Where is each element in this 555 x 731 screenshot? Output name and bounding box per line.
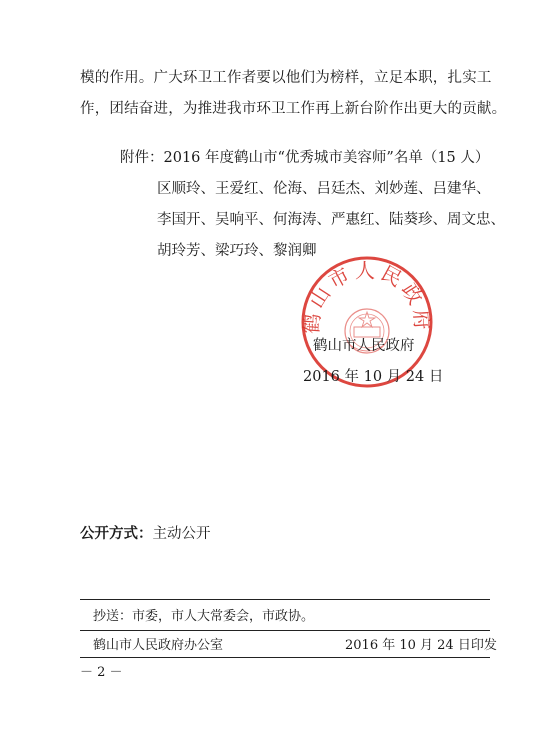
attachment-title: 附件：2016 年度鹤山市“优秀城市美容师”名单（15 人）	[120, 150, 490, 166]
divider-top	[80, 599, 490, 600]
cc-line: 抄送：市委，市人大常委会，市政协。	[93, 609, 315, 624]
attachment-names-line: 李国开、吴响平、何海涛、严惠红、陆葵珍、周文忠、	[157, 212, 505, 228]
seal-text: 鹤山市人民政府	[299, 258, 435, 335]
divider-middle	[80, 630, 490, 631]
paragraph-line: 作，团结奋进，为推进我市环卫工作再上新台阶作出更大的贡献。	[80, 101, 507, 117]
attachment-names-line: 区顺玲、王爱红、伦海、吕廷杰、刘妙莲、吕建华、	[157, 181, 491, 197]
disclosure-label: 公开方式：	[80, 526, 153, 542]
disclosure-line	[80, 523, 211, 545]
issue-date: 2016 年 10 月 24 日印发	[345, 638, 497, 653]
paragraph-line: 模的作用。广大环卫工作者要以他们为榜样，立足本职，扎实工	[80, 70, 492, 86]
disclosure-value: 主动公开	[152, 526, 211, 542]
attachment-block	[120, 143, 505, 267]
divider-bottom	[80, 657, 490, 658]
closing-paragraph	[80, 63, 507, 125]
signing-organization: 鹤山市人民政府	[313, 338, 415, 354]
page-number: － 2 －	[80, 665, 123, 680]
signing-date: 2016 年 10 月 24 日	[303, 369, 444, 385]
signature-block	[303, 331, 444, 393]
attachment-names-line: 胡玲芳、梁巧玲、黎润卿	[157, 243, 317, 259]
issuing-office: 鹤山市人民政府办公室	[93, 638, 224, 653]
